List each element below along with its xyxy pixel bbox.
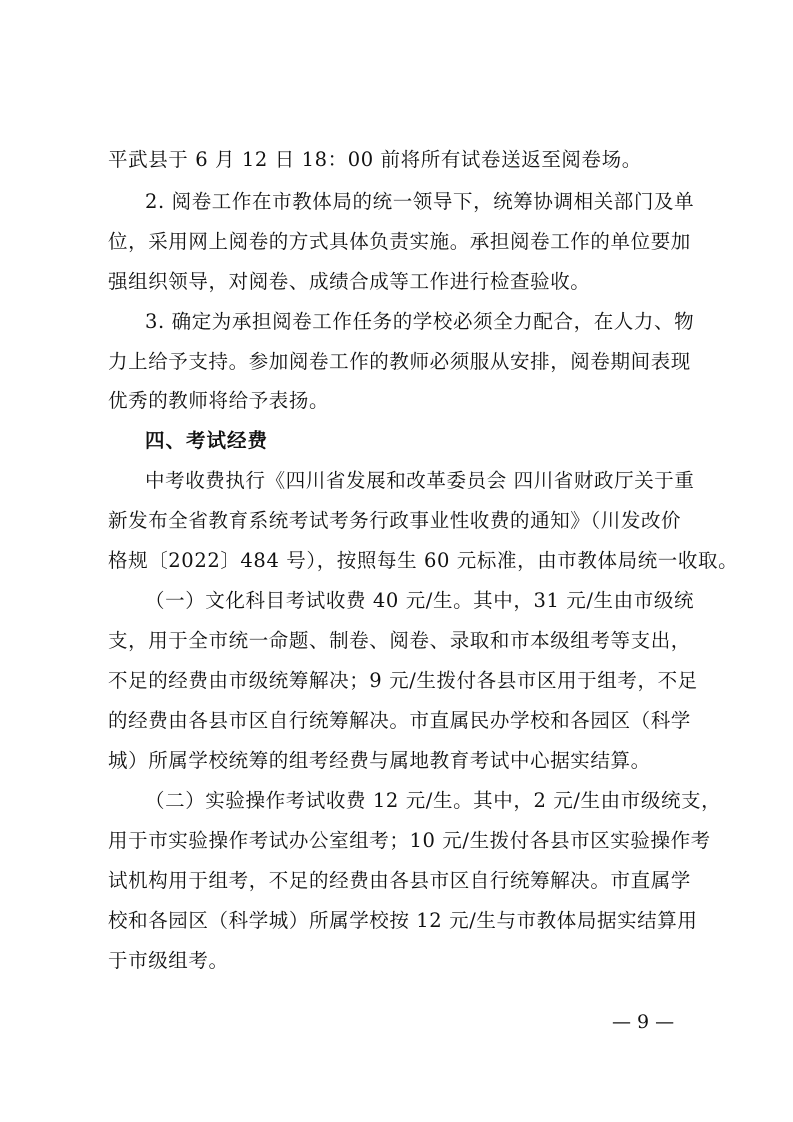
paragraph-line: 用于市实验操作考试办公室组考；10 元/生拨付各县市区实验操作考 [108, 829, 711, 852]
paragraph-line: （二）实验操作考试收费 12 元/生。其中，2 元/生由市级统支， [145, 789, 722, 812]
paragraph-line: 不足的经费由市级统筹解决；9 元/生拨付各县市区用于组考，不足 [108, 669, 698, 692]
paragraph-line: 试机构用于组考，不足的经费由各县市区自行统筹解决。市直属学 [108, 869, 691, 892]
paragraph-line: 强组织领导，对阅卷、成绩合成等工作进行检查验收。 [108, 270, 591, 293]
paragraph-line: （一）文化科目考试收费 40 元/生。其中，31 元/生由市级统 [145, 589, 695, 612]
section-heading: 四、考试经费 [145, 429, 269, 452]
paragraph-line: 格规〔2022〕484 号），按照每生 60 元标准，由市教体局统一收取。 [108, 549, 739, 572]
paragraph-line: 城）所属学校统筹的组考经费与属地教育考试中心据实结算。 [108, 749, 651, 772]
paragraph-line: 3. 确定为承担阅卷工作任务的学校必须全力配合，在人力、物 [145, 310, 695, 333]
paragraph-line: 校和各园区（科学城）所属学校按 12 元/生与市教体局据实结算用 [108, 909, 698, 932]
page-number: — 9 — [612, 1011, 675, 1033]
paragraph-line: 位，采用网上阅卷的方式具体负责实施。承担阅卷工作的单位要加 [108, 230, 691, 253]
paragraph-line: 新发布全省教育系统考试考务行政事业性收费的通知》（川发改价 [108, 509, 682, 532]
paragraph-line: 支，用于全市统一命题、制卷、阅卷、录取和市本级组考等支出， [108, 629, 691, 652]
paragraph-line: 的经费由各县市区自行统筹解决。市直属民办学校和各园区（科学 [108, 709, 691, 732]
paragraph-line: 力上给予支持。参加阅卷工作的教师必须服从安排，阅卷期间表现 [108, 350, 691, 373]
paragraph-line: 2. 阅卷工作在市教体局的统一领导下，统筹协调相关部门及单 [145, 190, 695, 213]
paragraph-line: 于市级组考。 [108, 949, 229, 972]
paragraph-line: 平武县于 6 月 12 日 18：00 前将所有试卷送返至阅卷场。 [108, 148, 642, 171]
paragraph-line: 优秀的教师将给予表扬。 [108, 389, 330, 412]
paragraph-line: 中考收费执行《四川省发展和改革委员会 四川省财政厅关于重 [145, 469, 695, 492]
